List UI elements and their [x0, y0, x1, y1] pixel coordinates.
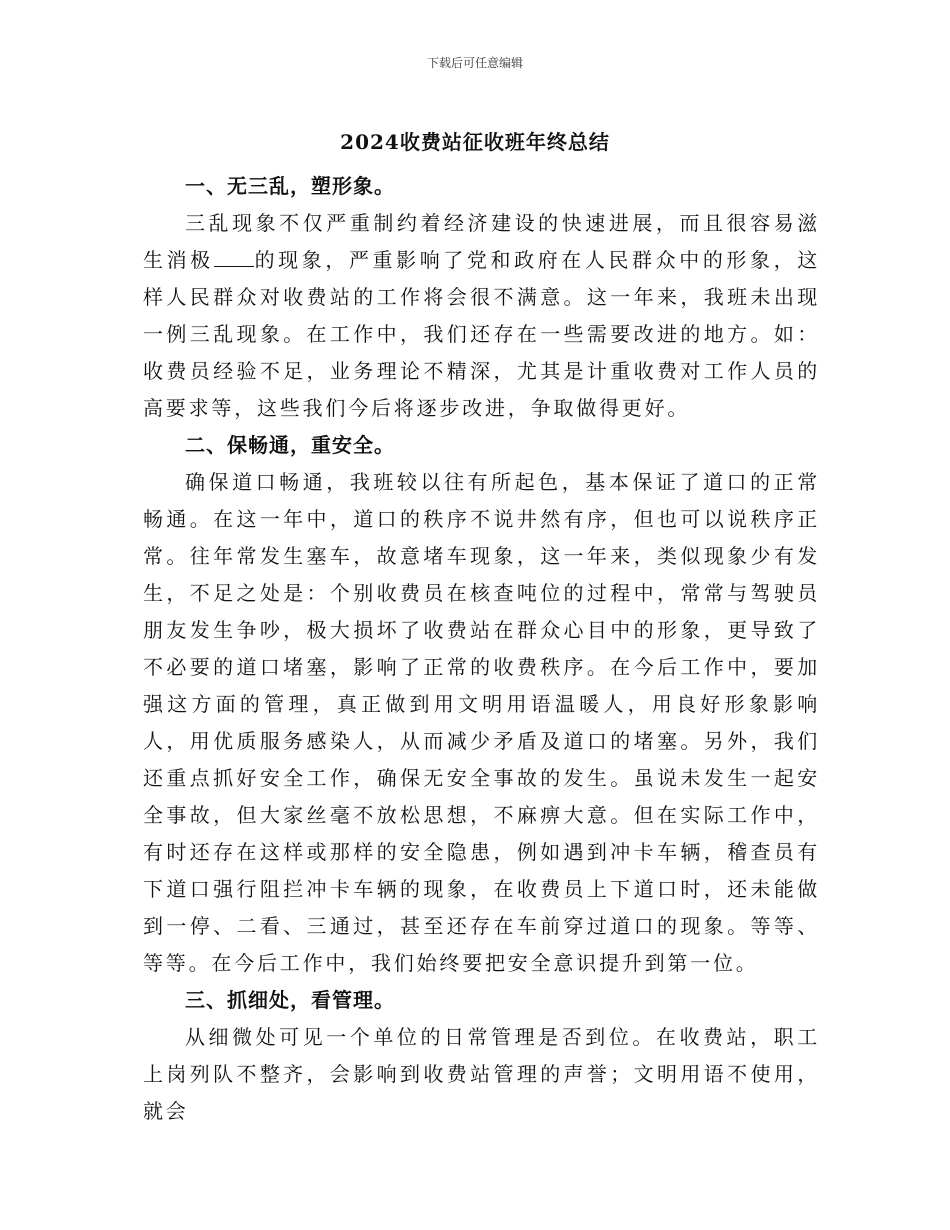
header-note: 下载后可任意编辑: [426, 56, 523, 70]
section-paragraph-1: [143, 205, 820, 427]
section-paragraph-2: 确保道口畅通，我班较以往有所起色，基本保证了道口的正常畅通。在这一年中，道口的秩序不说井然有序，但也可以说秩序正常。往年常发生塞车，故意堵车现象，这一年来，类似现象少有发生，不足之处是：个别收费员在核查吨位的过程中，常常与驾驶员朋友发生争吵，极大损坏了收费站在群众心目中的形象，更导致了不必要的道口堵塞，影响了正常的收费秩序。在今后工作中，要加强这方面的管理，真正做到用文明用语温暖人，用良好形象影响人，用优质服务感染人，从而减少矛盾及道口的堵塞。另外，我们还重点抓好安全工作，确保无安全事故的发生。虽说未发生一起安全事故，但大家丝毫不放松思想，不麻痹大意。但在实际工作中，有时还存在这样或那样的安全隐患，例如遇到冲卡车辆，稽查员有下道口强行阻拦冲卡车辆的现象，在收费员上下道口时，还未能做到一停、二看、三通过，甚至还存在车前穿过道口的现象。等等、等等。在今后工作中，我们始终要把安全意识提升到第一位。: [143, 470, 820, 975]
paragraph-text-before-blank: 三乱现象不仅严重制约着经济建设的快速进展，而且很容易滋生消极: [143, 211, 820, 272]
section-heading-1: 一、无三乱，塑形象。: [185, 174, 395, 198]
paragraph-text-after-blank: 的现象，严重影响了党和政府在人民群众中的形象，这样人民群众对收费站的工作将会很不满意。这一年来，我班未出现一例三乱现象。在工作中，我们还存在一些需要改进的地方。如：收费员经验不足，业务理论不精深，尤其是计重收费对工作人员的高要求等，这些我们今后将逐步改进，争取做得更好。: [143, 248, 820, 420]
section-paragraph-3: 从细微处可见一个单位的日常管理是否到位。在收费站，职工上岗列队不整齐，会影响到收费站管理的声誉；文明用语不使用，就会: [143, 1025, 820, 1123]
document-body: [143, 168, 820, 1130]
document-title: 2024收费站征收班年终总结: [340, 130, 610, 154]
section-heading-2: 二、保畅通，重安全。: [185, 433, 395, 457]
fill-in-blank: [214, 248, 254, 267]
section-heading-3: 三、抓细处，看管理。: [185, 988, 395, 1012]
